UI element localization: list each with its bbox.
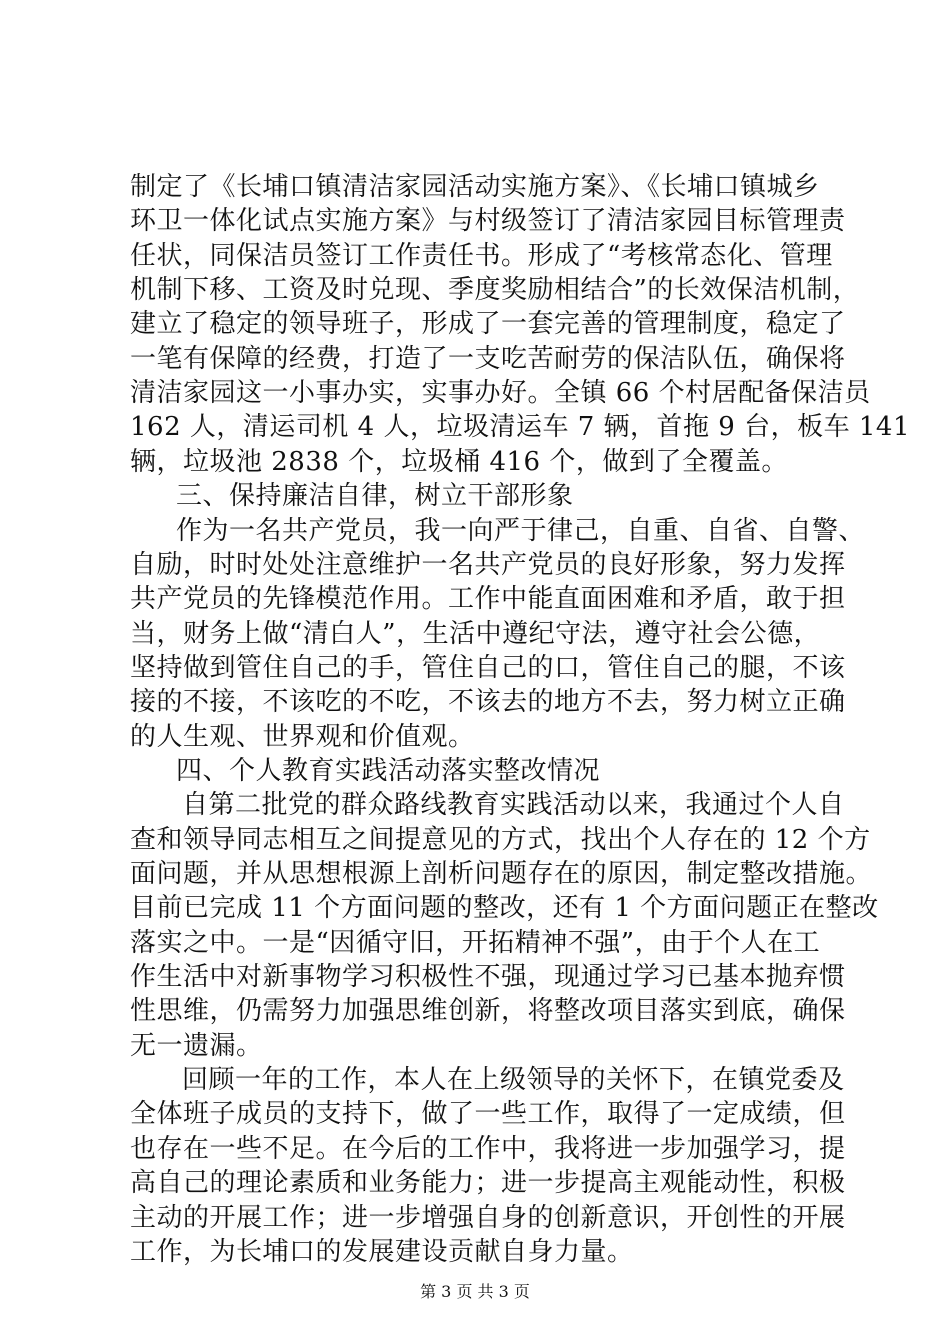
paragraph-line: 全体班子成员的支持下，做了一些工作，取得了一定成绩，但	[130, 1099, 846, 1129]
paragraph-line: 自第二批党的群众路线教育实践活动以来，我通过个人自	[182, 790, 845, 820]
paragraph-line: 也存在一些不足。在今后的工作中，我将进一步加强学习，提	[130, 1134, 846, 1164]
paragraph-line: 当，财务上做“清白人”，生活中遵纪守法，遵守社会公德，	[130, 619, 821, 649]
paragraph-line: 环卫一体化试点实施方案》与村级签订了清洁家园目标管理责	[130, 206, 846, 236]
page-footer: 第 3 页 共 3 页	[420, 1282, 530, 1301]
paragraph-line: 回顾一年的工作，本人在上级领导的关怀下，在镇党委及	[182, 1065, 845, 1095]
paragraph-line: 四、个人教育实践活动落实整改情况	[176, 756, 601, 786]
paragraph-line: 制定了《长埔口镇清洁家园活动实施方案》、《长埔口镇城乡	[130, 172, 820, 202]
paragraph-line: 的人生观、世界观和价值观。	[130, 722, 475, 752]
paragraph-line: 共产党员的先锋模范作用。工作中能直面困难和矛盾，敢于担	[130, 584, 846, 614]
paragraph-line: 查和领导同志相互之间提意见的方式，找出个人存在的 12 个方	[130, 825, 871, 855]
paragraph-line: 性思维，仍需努力加强思维创新，将整改项目落实到底，确保	[130, 996, 846, 1026]
paragraph-line: 162 人，清运司机 4 人，垃圾清运车 7 辆，首拖 9 台，板车 141	[130, 412, 910, 442]
paragraph-line: 清洁家园这一小事办实，实事办好。全镇 66 个村居配备保洁员	[130, 378, 871, 408]
paragraph-line: 主动的开展工作；进一步增强自身的创新意识，开创性的开展	[130, 1203, 846, 1233]
paragraph-line: 一笔有保障的经费，打造了一支吃苦耐劳的保洁队伍，确保将	[130, 344, 846, 374]
paragraph-line: 自励，时时处处注意维护一名共产党员的良好形象，努力发挥	[130, 550, 846, 580]
paragraph-line: 面问题，并从思想根源上剖析问题存在的原因，制定整改措施。	[130, 859, 873, 889]
paragraph-line: 接的不接，不该吃的不吃，不该去的地方不去，努力树立正确	[130, 687, 846, 717]
paragraph-line: 无一遗漏。	[130, 1031, 263, 1061]
paragraph-line: 作为一名共产党员，我一向严于律己，自重、自省、自警、	[176, 516, 866, 546]
paragraph-line: 落实之中。一是“因循守旧，开拓精神不强”，由于个人在工	[130, 928, 821, 958]
paragraph-line: 工作，为长埔口的发展建设贡献自身力量。	[130, 1237, 634, 1267]
paragraph-line: 高自己的理论素质和业务能力；进一步提高主观能动性，积极	[130, 1168, 846, 1198]
paragraph-line: 建立了稳定的领导班子，形成了一套完善的管理制度，稳定了	[130, 309, 846, 339]
paragraph-line: 坚持做到管住自己的手，管住自己的口，管住自己的腿，不该	[130, 653, 846, 683]
paragraph-line: 作生活中对新事物学习积极性不强，现通过学习已基本抛弃惯	[130, 962, 846, 992]
paragraph-line: 机制下移、工资及时兑现、季度奖励相结合”的长效保洁机制，	[130, 275, 860, 305]
paragraph-line: 三、保持廉洁自律，树立干部形象	[176, 481, 574, 511]
paragraph-line: 任状，同保洁员签订工作责任书。形成了“考核常态化、管理	[130, 241, 833, 271]
paragraph-line: 目前已完成 11 个方面问题的整改，还有 1 个方面问题正在整改	[130, 893, 879, 923]
paragraph-line: 辆，垃圾池 2838 个，垃圾桶 416 个，做到了全覆盖。	[130, 447, 788, 477]
